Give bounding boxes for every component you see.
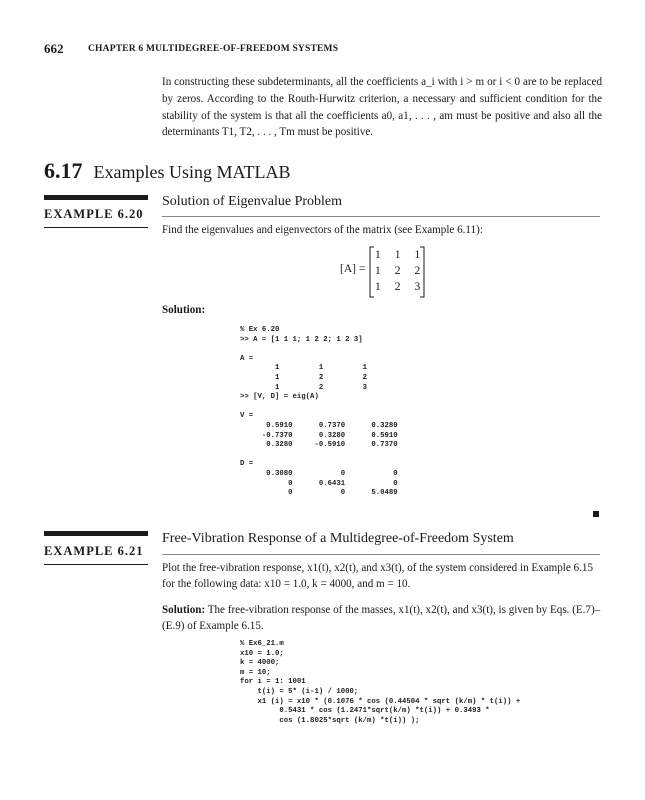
section-heading bbox=[44, 158, 291, 184]
problem-statement: Find the eigenvalues and eigenvectors of the matrix (see Example 6.11): bbox=[162, 224, 483, 236]
solution-label: Solution: bbox=[162, 304, 206, 316]
solution-paragraph bbox=[162, 603, 602, 634]
example-bar bbox=[44, 531, 148, 536]
example-bar bbox=[44, 195, 148, 200]
running-head: CHAPTER 6 MULTIDEGREE-OF-FREEDOM SYSTEMS bbox=[88, 44, 339, 54]
matrix-cell: 1 bbox=[414, 249, 421, 261]
matrix-cell: 1 bbox=[375, 281, 381, 293]
example-title: Free-Vibration Response of a Multidegree-of-Freedom System bbox=[162, 531, 514, 546]
problem-statement: Plot the free-vibration response, x1(t), x2(t), and x3(t), of the system considered in Example 6.15 for the following data: x10 = 1.0, k = 4000, and m = 10. bbox=[162, 562, 594, 590]
matrix-table bbox=[368, 247, 427, 295]
example-rule bbox=[44, 564, 148, 565]
solution-text: The free-vibration response of the masses, x1(t), x2(t), and x3(t), is given by Eqs. (E.7)–(E.9) of Example 6.15. bbox=[162, 604, 601, 632]
example-divider bbox=[162, 554, 600, 555]
code-block-script: % Ex6_21.m x10 = 1.0; k = 4000; m = 10; for i = 1: 1001 t(i) = 5* (i-1) / 1000; x1 (i) = x10 * (0.1076 * cos (0.44504 * sqrt (k/m) * t(i)) + 0.5431 * cos (1.2471*sqrt(k/m) *t(i)) + 0.3493 * cos (1.8025*sqrt (k/m) *t(i)) ); bbox=[240, 640, 521, 725]
example-label: EXAMPLE 6.20 bbox=[44, 207, 144, 221]
matrix-cell: 1 bbox=[394, 249, 401, 261]
section-number: 6.17 bbox=[44, 158, 83, 183]
code-block-eig: % Ex 6.20 >> A = [1 1 1; 1 2 2; 1 2 3] A = 1 1 1 1 2 2 1 2 3 >> [V, D] = eig(A) V = 0.5910 0.7370 0.3280 -0.7370 0.3280 0.5910 0.3280 -0.5910 0.7370 D = 0.3080 0 0 0 0.6431 0 0 0 5.0489 bbox=[240, 326, 398, 498]
end-of-example-mark bbox=[593, 511, 599, 517]
matrix-cell: 2 bbox=[414, 265, 421, 277]
matrix-cell: 1 bbox=[375, 249, 381, 261]
solution-label: Solution: bbox=[162, 604, 206, 616]
example-title: Solution of Eigenvalue Problem bbox=[162, 194, 343, 209]
matrix-row bbox=[368, 247, 427, 263]
matrix-cell: 2 bbox=[394, 265, 401, 277]
section-title: Examples Using MATLAB bbox=[93, 162, 291, 182]
intro-paragraph: In constructing these subdeterminants, all the coefficients a_i with i > m or i < 0 are to be replaced by zeros. According to the Routh-Hurwitz criterion, a necessary and sufficient condition for the stability of the system is that all the coefficients a0, a1, . . . , am must be positive and also all the determinants T1, T2, . . . , Tm must be positive. bbox=[162, 76, 602, 139]
example-rule bbox=[44, 227, 148, 228]
matrix-cell: 2 bbox=[394, 281, 401, 293]
page-number: 662 bbox=[44, 41, 64, 56]
example-label: EXAMPLE 6.21 bbox=[44, 544, 144, 558]
matrix-label: [A] = bbox=[340, 263, 366, 275]
matrix-row bbox=[368, 263, 427, 279]
matrix-row bbox=[368, 279, 427, 295]
example-divider bbox=[162, 216, 600, 217]
matrix-cell: 1 bbox=[375, 265, 381, 277]
matrix-cell: 3 bbox=[414, 281, 421, 293]
